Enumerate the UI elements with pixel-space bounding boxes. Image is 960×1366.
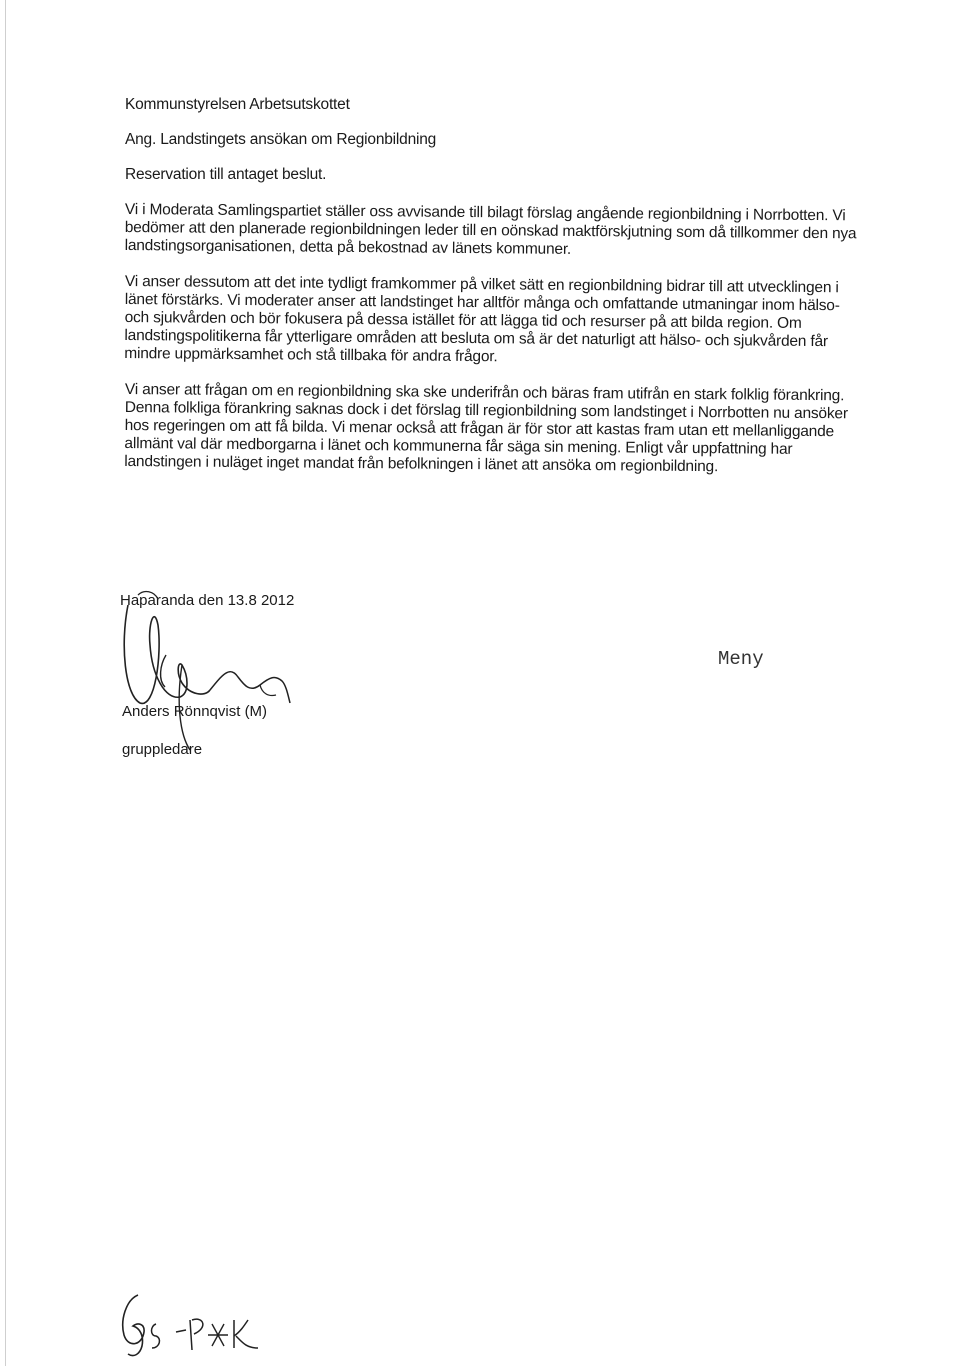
scan-edge-line xyxy=(5,0,6,1366)
paragraph-2: Vi anser dessutom att det inte tydligt framkommer på vilket sätt en regionbildning bidrar till att utvecklingen i länet förstärks. Vi moderater anser att landstinget har alltför många och omfattande utmaningar inom hälso- och sjukvården och bör fokusera på dessa istället för att lägga tid och resurser på att bilda region. Om landstingspolitikerna får ytterligare områden att besluta om så är det naturligt att hälso- och sjukvården får mindre uppmärksamhet och stå tillbaka för andra frågor. xyxy=(124,273,840,366)
subject-line: Ang. Landstingets ansökan om Regionbildning xyxy=(125,131,437,148)
handwritten-initials xyxy=(108,1280,268,1360)
signer-name: Anders Rönnqvist (M) xyxy=(122,703,268,720)
paragraph-3: Vi anser att frågan om en regionbildning ska ske underifrån och bäras fram utifrån en stark folklig förankring. Denna folkliga förankring saknas dock i det förslag till regionbildning som landstinget i Norrbotten nu ansöker hos regeringen om att få bilda. Vi menar också att frågan är för stor att kastas fram utan ett mellanliggande allmänt val där medborgarna i länet och kommunerna får säga sin mening. Enligt vår uppfattning har landstingen i nuläget inget mandat från befolkningen i länet att ansöka om regionbildning. xyxy=(124,381,848,476)
menu-link[interactable]: Meny xyxy=(718,648,764,670)
letter-body xyxy=(125,96,860,489)
handwritten-signature xyxy=(110,585,310,765)
place-date: Haparanda den 13.8 2012 xyxy=(120,592,295,609)
recipient-line: Kommunstyrelsen Arbetsutskottet xyxy=(125,96,350,113)
signer-title: gruppledare xyxy=(122,741,203,758)
paragraph-1: Vi i Moderata Samlingspartiet ställer oss avvisande till bilagt förslag angående regionbildning i Norrbotten. Vi bedömer att den planerade regionbildningen leder till en oönskad maktförskjutning som då tillkommer den nya landstingsorganisationen, detta på bekostnad av länets kommuner. xyxy=(124,201,857,258)
reservation-line: Reservation till antaget beslut. xyxy=(125,166,327,183)
